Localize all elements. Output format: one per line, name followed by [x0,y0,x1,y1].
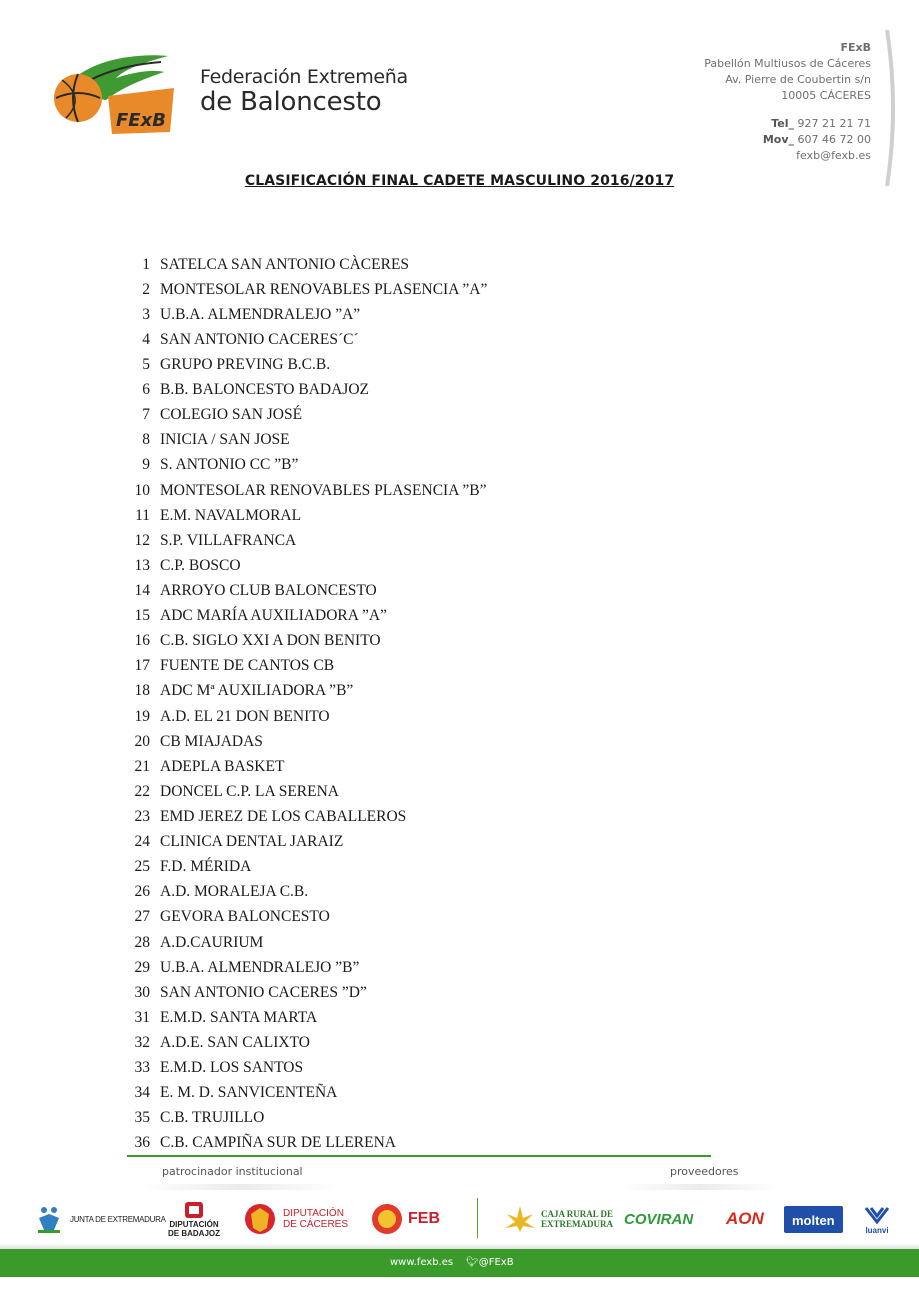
standings-row [130,553,487,578]
standings-row [130,1005,487,1030]
diputacion-badajoz-logo: DIPUTACIÓN DE BADAJOZ [168,1197,220,1241]
caceres-crest-icon [243,1202,277,1236]
standings-row [130,704,487,729]
team-name: S. ANTONIO CC ”B” [160,456,299,474]
standing-position: 26 [134,883,150,901]
standings-row [130,302,487,327]
team-name: S.P. VILLAFRANCA [160,531,297,549]
team-name: ADC MARÍA AUXILIADORA ”A” [160,607,387,625]
caja-rural-logo: CAJA RURAL DE EXTREMADURA [503,1197,613,1241]
team-name: U.B.A. ALMENDRALEJO ”B” [160,958,360,976]
standing-position: 21 [134,757,150,775]
team-name: C.P. BOSCO [160,556,241,574]
page-title: CLASIFICACIÓN FINAL CADETE MASCULINO 2016/2017 [244,173,675,189]
standings-row [130,905,487,930]
standing-position: 9 [142,456,150,474]
contact-abbr: FExB [840,41,871,54]
team-name: GEVORA BALONCESTO [160,908,330,926]
team-name: SAN ANTONIO CACERES ”D” [160,983,367,1001]
standing-position: 1 [142,255,150,273]
standings-row [130,503,487,528]
standings-row [130,1056,487,1081]
institutional-sponsor-label: patrocinador institucional [162,1165,303,1178]
contact-phone [704,116,871,132]
website-link[interactable]: www.fexb.es [390,1257,454,1268]
standings-row [130,855,487,880]
team-name: E.M. NAVALMORAL [160,506,302,524]
team-name: EMD JEREZ DE LOS CABALLEROS [160,807,407,825]
standings-row [130,352,487,377]
feb-emblem-icon [370,1202,404,1236]
svg-text:FExB: FExB [116,110,166,131]
standings-row [130,804,487,829]
contact-street: Av. Pierre de Coubertin s/n [725,73,871,86]
standings-row [130,679,487,704]
standings-row [130,654,487,679]
sponsor-logos [0,1197,919,1241]
standings-row [130,980,487,1005]
team-name: SATELCA SAN ANTONIO CÀCERES [160,255,410,273]
contact-venue: Pabellón Multiusos de Cáceres [704,57,871,70]
mov-value: 607 46 72 00 [797,133,871,146]
sponsor-divider [477,1198,478,1238]
team-name: CLINICA DENTAL JARAIZ [160,833,344,851]
contact-email[interactable]: fexb@fexb.es [796,149,871,162]
diputacion-caceres-logo: DIPUTACIÓN DE CÁCERES [243,1197,348,1241]
standings-row [130,277,487,302]
twitter-link[interactable]: 🐦︎@FExB [466,1257,514,1268]
contact-mobile [704,132,871,148]
team-name: C.B. CAMPIÑA SUR DE LLERENA [160,1134,396,1152]
twitter-icon: 🐦︎ [466,1257,479,1268]
team-name: U.B.A. ALMENDRALEJO ”A” [160,305,361,323]
standing-position: 28 [134,933,150,951]
standings-row [130,378,487,403]
standings-row [130,1081,487,1106]
standing-position: 23 [134,807,150,825]
mov-label: Mov_ [762,133,795,146]
standing-position: 10 [134,481,150,499]
standings-row [130,578,487,603]
team-name: F.D. MÉRIDA [160,858,252,876]
standing-position: 25 [134,858,150,876]
team-name: ADEPLA BASKET [160,757,285,775]
standing-position: 32 [134,1033,150,1051]
standings-list [130,252,487,1156]
team-name: SAN ANTONIO CACERES´C´ [160,330,359,348]
standings-row [130,252,487,277]
standing-position: 7 [142,406,150,424]
tel-value: 927 21 21 71 [797,117,871,130]
tel-label: Tel_ [771,117,795,130]
standings-row [130,528,487,553]
junta-icon [36,1204,62,1234]
luanvi-logo: luanvi [864,1197,890,1241]
standings-row [130,327,487,352]
team-name: ADC Mª AUXILIADORA ”B” [160,682,354,700]
team-name: E. M. D. SANVICENTEÑA [160,1084,338,1102]
team-name: C.B. TRUJILLO [160,1109,265,1127]
standings-row [130,930,487,955]
federation-name [200,66,408,116]
team-name: MONTESOLAR RENOVABLES PLASENCIA ”A” [160,280,488,298]
team-name: A.D.CAURIUM [160,933,264,951]
standings-row [130,1030,487,1055]
standing-position: 34 [134,1084,150,1102]
standing-position: 24 [134,833,150,851]
team-name: COLEGIO SAN JOSÉ [160,406,303,424]
team-name: ARROYO CLUB BALONCESTO [160,581,377,599]
standing-position: 13 [134,556,150,574]
standing-position: 8 [142,431,150,449]
standing-position: 14 [134,581,150,599]
standing-position: 27 [134,908,150,926]
standing-position: 6 [142,381,150,399]
standing-position: 31 [134,1008,150,1026]
standings-row [130,955,487,980]
contact-block [704,40,871,164]
team-name: E.M.D. SANTA MARTA [160,1008,318,1026]
team-name: A.D.E. SAN CALIXTO [160,1033,310,1051]
standings-row [130,754,487,779]
team-name: MONTESOLAR RENOVABLES PLASENCIA ”B” [160,481,487,499]
standings-row [130,779,487,804]
standings-row [130,1131,487,1156]
standing-position: 15 [134,607,150,625]
standing-position: 19 [134,707,150,725]
standing-position: 29 [134,958,150,976]
luanvi-icon [864,1204,890,1226]
standing-position: 2 [142,280,150,298]
standings-row [130,478,487,503]
fexb-logo [46,48,176,138]
standing-position: 35 [134,1109,150,1127]
providers-label: proveedores [670,1165,739,1178]
federation-name-line1: Federación Extremeña [200,66,408,88]
standing-position: 3 [142,305,150,323]
standing-position: 20 [134,732,150,750]
standing-position: 11 [135,506,150,524]
standing-position: 12 [134,531,150,549]
footer-divider [127,1155,711,1157]
team-name: A.D. MORALEJA C.B. [160,883,309,901]
junta-extremadura-logo: JUNTA DE EXTREMADURA [36,1197,166,1241]
standings-row [130,1106,487,1131]
caja-rural-wheat-icon [503,1204,537,1234]
standing-position: 5 [142,355,150,373]
badajoz-crest-icon [183,1200,205,1220]
standing-position: 17 [134,657,150,675]
team-name: C.B. SIGLO XXI A DON BENITO [160,632,381,650]
contact-city: 10005 CÁCERES [781,89,871,102]
team-name: FUENTE DE CANTOS CB [160,657,335,675]
standings-row [130,428,487,453]
footer-bar [0,1249,919,1277]
team-name: INICIA / SAN JOSE [160,431,290,449]
federation-name-line2: de Baloncesto [200,87,382,117]
standing-position: 16 [134,632,150,650]
decorative-curve [885,28,899,188]
standing-position: 30 [134,983,150,1001]
standing-position: 4 [142,330,150,348]
standings-row [130,604,487,629]
standings-row [130,629,487,654]
standings-row [130,729,487,754]
aon-logo: AON [726,1209,764,1228]
standing-position: 18 [134,682,150,700]
coviran-logo: COVIRAN [624,1210,694,1228]
team-name: DONCEL C.P. LA SERENA [160,782,339,800]
team-name: B.B. BALONCESTO BADAJOZ [160,381,369,399]
team-name: A.D. EL 21 DON BENITO [160,707,330,725]
standings-row [130,880,487,905]
feb-logo: FEB [370,1197,440,1241]
team-name: E.M.D. LOS SANTOS [160,1059,304,1077]
standing-position: 33 [134,1059,150,1077]
standing-position: 36 [134,1134,150,1152]
standings-row [130,453,487,478]
standings-row [130,830,487,855]
team-name: CB MIAJADAS [160,732,263,750]
team-name: GRUPO PREVING B.C.B. [160,355,331,373]
standing-position: 22 [134,782,150,800]
molten-logo: molten [784,1197,843,1241]
standings-row [130,403,487,428]
